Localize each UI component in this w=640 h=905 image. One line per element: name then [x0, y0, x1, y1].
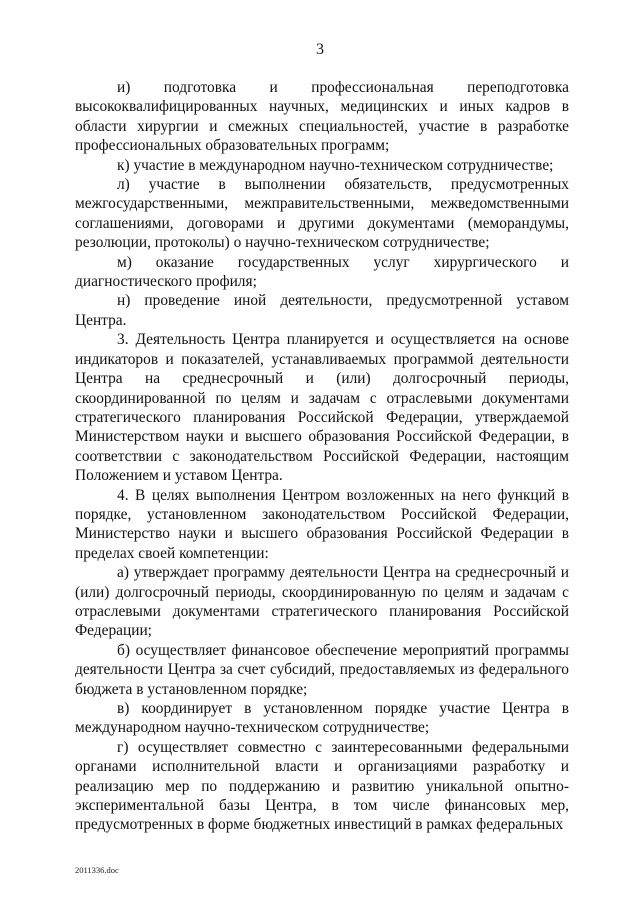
paragraph-section-3: 3. Деятельность Центра планируется и осуществляется на основе индикаторов и показателей, устанавливаемых программой деятельности Центра на среднесрочный и (или) долгосрочный периоды, скоординированной по целям и задачам с отраслевыми документами стратегического планирования Российской Федерации, утверждаемой Министерством науки и высшего образования Российской Федерации, в соответствии с законодательством Российской Федерации, настоящим Положением и уставом Центра.	[75, 331, 569, 485]
paragraph-item-v: в) координирует в установленном порядке участие Центра в международном научно-техническом сотрудничестве;	[75, 700, 569, 737]
paragraph-item-k: к) участие в международном научно-техническом сотрудничестве;	[117, 156, 554, 174]
paragraph-item-l: л) участие в выполнении обязательств, предусмотренных межгосударственными, межправительственными, межведомственными соглашениями, договорами и другими документами (меморандумы, резолюции, протоколы) о научно-техническом сотрудничестве;	[75, 176, 569, 252]
page-number: 3	[316, 41, 324, 58]
footer-file-code: 2011336.doc	[75, 865, 119, 875]
paragraph-section-4: 4. В целях выполнения Центром возложенных на него функций в порядке, установленном законодательством Российской Федерации, Министерство науки и высшего образования Российской Федерации в пределах своей компетенции:	[75, 486, 569, 562]
paragraph-item-g: г) осуществляет совместно с заинтересованными федеральными органами исполнительной власти и организациями разработку и реализацию мер по поддержанию и развитию уникальной опытно-экспериментальной базы Центра, в том числе финансовых мер, предусмотренных в форме бюджетных инвестиций в рамках федеральных	[75, 738, 569, 834]
paragraph-item-n: н) проведение иной деятельности, предусмотренной уставом Центра.	[75, 292, 569, 329]
paragraph-item-a: а) утверждает программу деятельности Центра на среднесрочный и (или) долгосрочный периоды, скоординированную по целям и задачам с отраслевыми документами стратегического планирования Российской Федерации;	[75, 564, 569, 640]
paragraph-item-b: б) осуществляет финансовое обеспечение мероприятий программы деятельности Центра за счет субсидий, предоставляемых из федерального бюджета в установленном порядке;	[75, 641, 569, 698]
paragraph-item-m: м) оказание государственных услуг хирургического и диагностического профиля;	[75, 253, 569, 291]
document-body	[75, 78, 569, 835]
paragraph-item-i: и) подготовка и профессиональная переподготовка высококвалифицированных научных, медицинских и иных кадров в области хирургии и смежных специальностей, участие в разработке профессиональных образовательных программ;	[75, 79, 569, 155]
